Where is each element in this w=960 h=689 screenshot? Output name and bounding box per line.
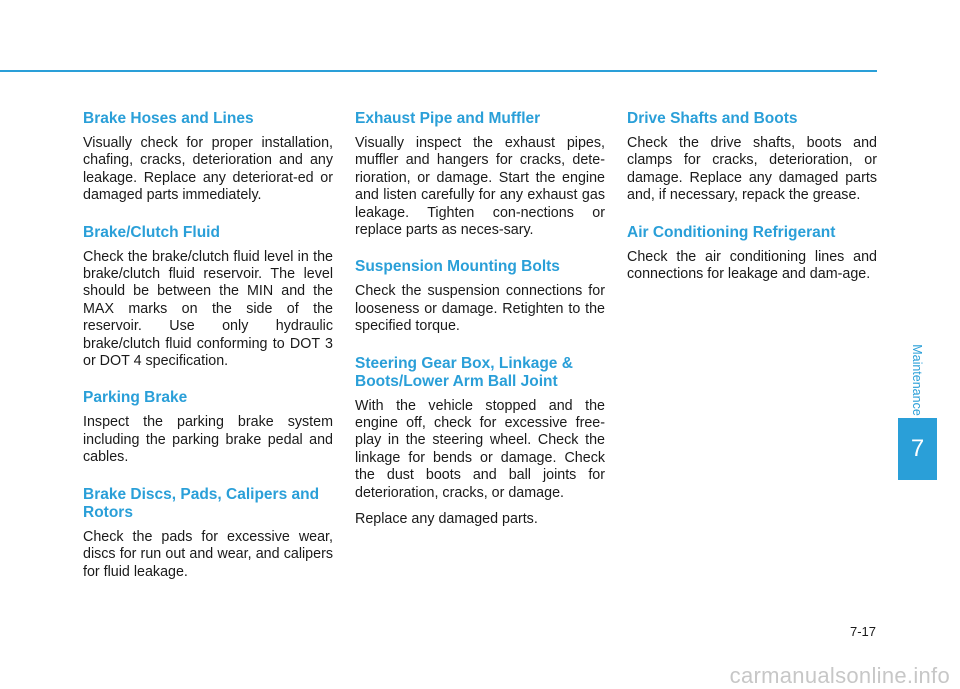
top-divider	[0, 70, 877, 72]
section-exhaust-pipe	[355, 110, 605, 239]
section-heading: Suspension Mounting Bolts	[355, 258, 560, 276]
section-paragraph: Check the pads for excessive wear, discs for run out and wear, and calipers for fluid leakage.	[83, 528, 333, 580]
page-number: 7-17	[849, 624, 876, 639]
section-paragraph: Inspect the parking brake system including the parking brake pedal and cables.	[83, 414, 333, 466]
section-heading: Brake Discs, Pads, Calipers and Rotors	[83, 485, 320, 521]
column-3	[627, 110, 877, 283]
section-parking-brake	[83, 389, 333, 466]
section-paragraph: Visually check for proper installation, chafing, cracks, deterioration and any leakage. Replace any deteriorat-ed or damaged parts immediately.	[83, 135, 333, 204]
section-heading: Brake/Clutch Fluid	[83, 223, 220, 241]
section-heading: Parking Brake	[83, 389, 188, 407]
section-brake-clutch-fluid	[83, 224, 333, 371]
section-heading: Drive Shafts and Boots	[627, 110, 798, 127]
chapter-label: Maintenance	[910, 344, 924, 416]
section-drive-shafts	[627, 110, 877, 205]
section-paragraph: Visually inspect the exhaust pipes, muffler and hangers for cracks, dete-rioration, or damage. Start the engine and listen carefully for any exhaust gas leakage. Tighten con-nections or replace parts as neces-sary.	[355, 135, 605, 239]
section-paragraph: Check the brake/clutch fluid level in the brake/clutch fluid reservoir. The level should be between the MIN and the MAX marks on the side of the reservoir. Use only hydraulic brake/clutch fluid conforming to DOT 3 or DOT 4 specification.	[83, 248, 333, 370]
section-paragraph: Replace any damaged parts.	[355, 511, 538, 528]
section-paragraph: With the vehicle stopped and the engine off, check for excessive free-play in the steering wheel. Check the linkage for bends or damage. Check the dust boots and ball joints for deterioration, cracks, or damage.	[355, 397, 605, 501]
section-steering-gear	[355, 355, 605, 529]
section-paragraph: Check the air conditioning lines and connections for leakage and dam-age.	[627, 248, 877, 283]
section-heading: Steering Gear Box, Linkage & Boots/Lower Arm Ball Joint	[355, 354, 573, 390]
column-1	[83, 110, 333, 581]
section-paragraph: Check the suspension connections for looseness or damage. Retighten to the specified torque.	[355, 283, 605, 335]
section-paragraph: Check the drive shafts, boots and clamps for cracks, deterioration, or damage. Replace any damaged parts and, if necessary, repack the grease.	[627, 135, 877, 204]
watermark: carmanualsonline.info	[729, 663, 950, 688]
chapter-number: 7	[910, 435, 925, 462]
section-heading: Exhaust Pipe and Muffler	[355, 110, 541, 127]
section-heading: Air Conditioning Refrigerant	[627, 223, 836, 241]
column-2	[355, 110, 605, 529]
section-suspension-bolts	[355, 258, 605, 335]
chapter-tab[interactable]	[898, 418, 937, 480]
section-heading: Brake Hoses and Lines	[83, 110, 254, 127]
section-brake-hoses	[83, 110, 333, 205]
section-ac-refrigerant	[627, 224, 877, 284]
section-brake-discs	[83, 486, 333, 581]
